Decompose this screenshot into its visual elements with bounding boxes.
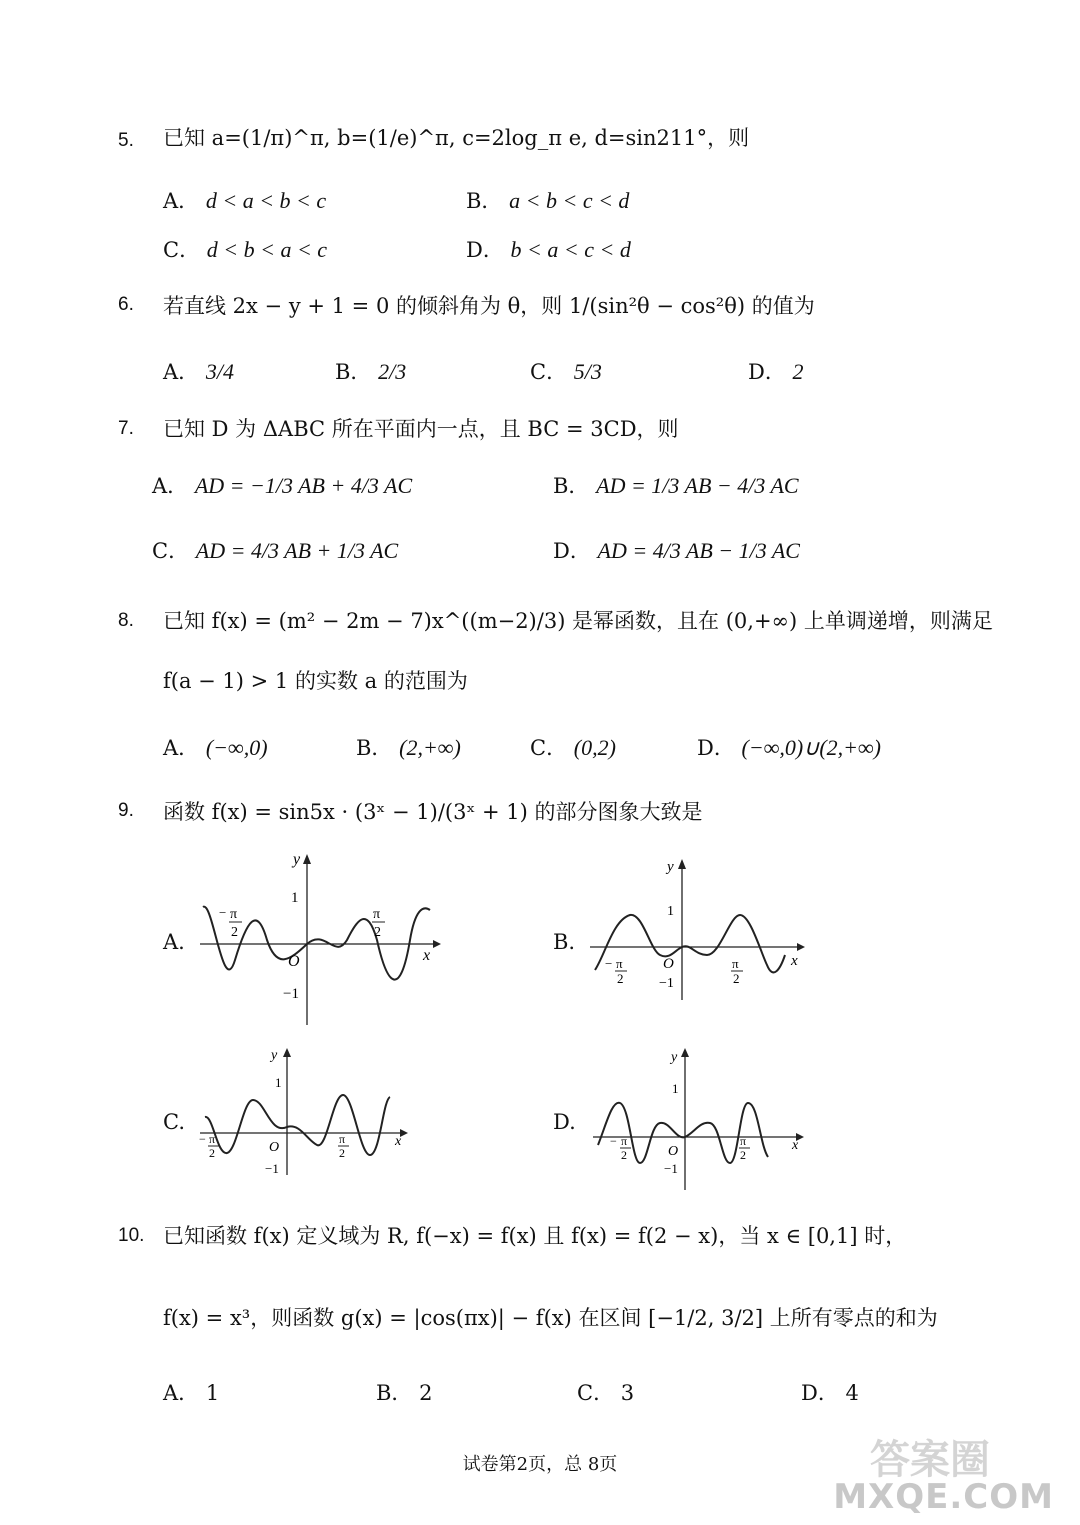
question-5-number: 5. xyxy=(118,130,134,151)
graph-d-tick-neg1: −1 xyxy=(664,1161,678,1176)
graph-c-tick-1: 1 xyxy=(275,1075,282,1090)
graph-c-y-label: y xyxy=(271,1048,278,1063)
graph-b-y-label: y xyxy=(667,859,674,875)
q9-option-a-label: A. xyxy=(163,930,185,954)
question-9-number: 9. xyxy=(118,800,134,821)
question-9-stem: 函数 f(x) = sin5x · (3ˣ − 1)/(3ˣ + 1) 的部分图象大致是 xyxy=(163,800,703,824)
graph-c-minus: − xyxy=(199,1132,206,1146)
question-6-number: 6. xyxy=(118,294,134,315)
question-7-stem: 已知 D 为 ΔABC 所在平面内一点，且 BC = 3CD，则 xyxy=(163,417,679,441)
q7-option-c: C． AD = 4/3 AB + 1/3 AC xyxy=(152,538,399,563)
graph-c-tick-neg1: −1 xyxy=(265,1161,279,1176)
graph-a-pi-left: π xyxy=(230,907,238,922)
graph-a-tick-neg1: −1 xyxy=(283,986,299,1002)
graph-b-minus: − xyxy=(605,956,613,971)
graph-d-pi-left: π xyxy=(621,1134,628,1148)
watermark-url: MXQE.COM xyxy=(833,1477,1054,1517)
question-10-stem-cont: f(x) = x³，则函数 g(x) = |cos(πx)| − f(x) 在区间 [−1/2, 3/2] 上所有零点的和为 xyxy=(163,1306,938,1330)
q5-option-b: B． a < b < c < d xyxy=(466,188,630,213)
graph-d-tick-1: 1 xyxy=(672,1081,679,1096)
graph-a-x-label: x xyxy=(423,947,431,964)
q8-option-a: A． (−∞,0) xyxy=(163,735,268,760)
graph-b-pi-left: π xyxy=(616,956,623,971)
graph-b-x-label: x xyxy=(791,953,798,969)
q9-option-d-label: D. xyxy=(553,1110,576,1134)
q5-option-c: C． d < b < a < c xyxy=(163,237,328,262)
q10-option-a: A． 1 xyxy=(163,1381,220,1405)
q8-option-c: C． (0,2) xyxy=(530,735,616,760)
watermark-logo: 答案圈 xyxy=(870,1437,990,1483)
graph-b-tick-1: 1 xyxy=(667,904,674,919)
q5-option-d: D． b < a < c < d xyxy=(466,237,631,262)
graph-d-two-left: 2 xyxy=(621,1148,627,1162)
q10-option-d: D． 4 xyxy=(801,1381,859,1405)
question-7-number: 7. xyxy=(118,418,134,439)
q6-option-c: C． 5/3 xyxy=(530,359,602,384)
q9-graph-b xyxy=(585,855,815,1005)
q9-graph-c xyxy=(195,1045,415,1180)
graph-a-y-label: y xyxy=(293,851,301,868)
graph-c-two-right: 2 xyxy=(339,1146,345,1160)
q9-graph-d xyxy=(588,1045,813,1195)
question-8-number: 8. xyxy=(118,610,134,631)
q9-option-b-label: B. xyxy=(553,930,576,954)
graph-a-minus: − xyxy=(219,905,227,920)
graph-a-two-left: 2 xyxy=(231,925,238,940)
graph-a-two-right: 2 xyxy=(374,925,381,940)
question-10-number: 10. xyxy=(118,1225,145,1246)
q9-graph-a xyxy=(195,850,445,1030)
graph-b-tick-neg1: −1 xyxy=(659,976,674,991)
graph-d-origin: O xyxy=(668,1144,679,1159)
question-8-stem: 已知 f(x) = (m² − 2m − 7)x^((m−2)/3) 是幂函数，且在 (0,+∞) 上单调递增，则满足 xyxy=(163,609,993,633)
q6-option-b: B． 2/3 xyxy=(335,359,407,384)
q7-option-d: D． AD = 4/3 AB − 1/3 AC xyxy=(553,538,800,563)
graph-d-minus: − xyxy=(610,1134,617,1148)
graph-b-pi-right: π xyxy=(732,956,739,971)
q10-option-c: C． 3 xyxy=(577,1381,635,1405)
question-6-stem: 若直线 2x − y + 1 = 0 的倾斜角为 θ，则 1/(sin²θ − cos²θ) 的值为 xyxy=(163,294,815,318)
graph-b-origin: O xyxy=(663,956,674,972)
graph-b-two-left: 2 xyxy=(617,971,624,986)
q6-option-d: D． 2 xyxy=(748,359,804,384)
question-5-stem: 已知 a=(1/π)^π, b=(1/e)^π, c=2log_π e, d=sin211°，则 xyxy=(163,126,750,150)
graph-d-x-label: x xyxy=(792,1138,799,1153)
graph-c-pi-left: π xyxy=(209,1132,216,1146)
graph-c-two-left: 2 xyxy=(209,1146,215,1160)
page-footer: 试卷第2页，总 8页 xyxy=(462,1454,618,1475)
graph-a-origin: O xyxy=(288,953,300,970)
question-10-stem: 已知函数 f(x) 定义域为 R, f(−x) = f(x) 且 f(x) = f(2 − x)，当 x ∈ [0,1] 时， xyxy=(163,1224,907,1248)
q8-option-b: B． (2,+∞) xyxy=(356,735,461,760)
graph-a-tick-1: 1 xyxy=(291,890,299,906)
graph-c-pi-right: π xyxy=(339,1132,346,1146)
graph-c-x-label: x xyxy=(395,1134,402,1149)
q8-option-d: D． (−∞,0)∪(2,+∞) xyxy=(697,735,881,760)
graph-d-y-label: y xyxy=(671,1050,678,1065)
q9-option-c-label: C. xyxy=(163,1110,185,1134)
graph-d-pi-right: π xyxy=(740,1134,747,1148)
graph-c-origin: O xyxy=(269,1140,280,1155)
q6-option-a: A． 3/4 xyxy=(163,359,234,384)
q7-option-a: A． AD = −1/3 AB + 4/3 AC xyxy=(152,473,413,498)
q10-option-b: B． 2 xyxy=(376,1381,433,1405)
graph-d-two-right: 2 xyxy=(740,1148,746,1162)
graph-b-two-right: 2 xyxy=(733,971,740,986)
q7-option-b: B． AD = 1/3 AB − 4/3 AC xyxy=(553,473,799,498)
graph-a-pi-right: π xyxy=(373,907,381,922)
q5-option-a: A． d < a < b < c xyxy=(163,188,327,213)
question-8-stem-cont: f(a − 1) > 1 的实数 a 的范围为 xyxy=(163,669,468,693)
